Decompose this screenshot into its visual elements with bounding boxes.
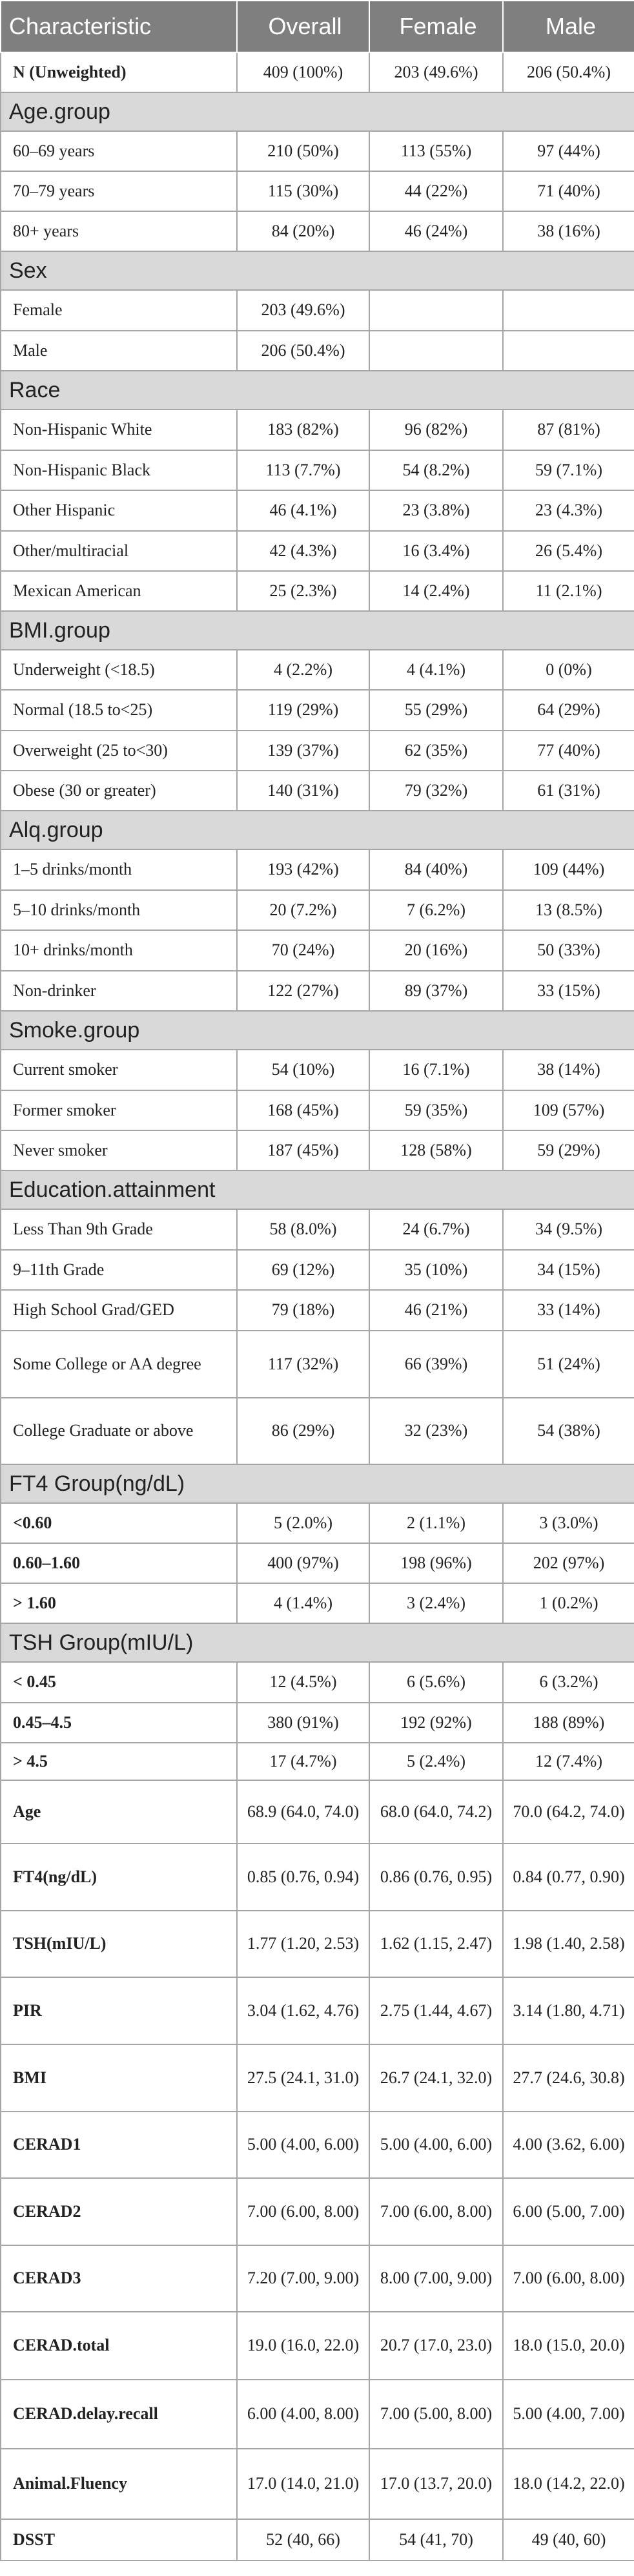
table-row	[1, 331, 634, 371]
table-row	[1, 1662, 634, 1703]
female-value: 7.00 (6.00, 8.00)	[369, 2178, 503, 2245]
overall-value: 168 (45%)	[237, 1090, 369, 1130]
female-value: 46 (21%)	[369, 1290, 503, 1331]
table-row	[1, 731, 634, 771]
row-label: Non-drinker	[1, 971, 237, 1011]
overall-value: 86 (29%)	[237, 1398, 369, 1464]
male-value: 77 (40%)	[503, 731, 634, 771]
group-label: FT4 Group(ng/dL)	[1, 1464, 634, 1503]
male-value: 6 (3.2%)	[503, 1662, 634, 1703]
male-value: 51 (24%)	[503, 1331, 634, 1398]
female-value: 3 (2.4%)	[369, 1583, 503, 1623]
overall-value: 25 (2.3%)	[237, 571, 369, 611]
table-row	[1, 930, 634, 971]
male-value: 64 (29%)	[503, 690, 634, 731]
female-value: 35 (10%)	[369, 1250, 503, 1290]
female-value: 59 (35%)	[369, 1090, 503, 1130]
female-value: 20 (16%)	[369, 930, 503, 971]
group-header-row	[1, 371, 634, 410]
row-label: CERAD.total	[1, 2312, 237, 2380]
table-row	[1, 1398, 634, 1464]
female-value: 113 (55%)	[369, 131, 503, 171]
overall-value: 19.0 (16.0, 22.0)	[237, 2312, 369, 2380]
male-value: 97 (44%)	[503, 131, 634, 171]
overall-value: 46 (4.1%)	[237, 490, 369, 531]
male-value: 18.0 (14.2, 22.0)	[503, 2449, 634, 2519]
overall-value: 183 (82%)	[237, 410, 369, 450]
table-row	[1, 171, 634, 211]
table-row	[1, 2380, 634, 2449]
row-label: High School Grad/GED	[1, 1290, 237, 1331]
table-row	[1, 571, 634, 611]
row-label: 9–11th Grade	[1, 1250, 237, 1290]
overall-value: 119 (29%)	[237, 690, 369, 731]
overall-value: 17 (4.7%)	[237, 1743, 369, 1780]
overall-value: 54 (10%)	[237, 1050, 369, 1090]
row-label: CERAD1	[1, 2112, 237, 2178]
row-label: Underweight (<18.5)	[1, 650, 237, 690]
row-label: TSH(mIU/L)	[1, 1911, 237, 1977]
overall-value: 3.04 (1.62, 4.76)	[237, 1977, 369, 2044]
female-value: 192 (92%)	[369, 1703, 503, 1743]
row-label: < 0.45	[1, 1662, 237, 1703]
row-label: Obese (30 or greater)	[1, 771, 237, 811]
group-header-row	[1, 611, 634, 650]
table-row	[1, 849, 634, 890]
female-value: 54 (8.2%)	[369, 450, 503, 490]
female-value: 44 (22%)	[369, 171, 503, 211]
row-label: FT4(ng/dL)	[1, 1844, 237, 1911]
overall-value: 187 (45%)	[237, 1130, 369, 1170]
male-value: 54 (38%)	[503, 1398, 634, 1464]
overall-value: 7.20 (7.00, 9.00)	[237, 2245, 369, 2312]
group-header-row	[1, 1464, 634, 1503]
overall-value: 52 (40, 66)	[237, 2519, 369, 2560]
female-value	[369, 290, 503, 331]
table-row	[1, 690, 634, 731]
overall-value: 4 (2.2%)	[237, 650, 369, 690]
overall-value: 7.00 (6.00, 8.00)	[237, 2178, 369, 2245]
overall-value: 69 (12%)	[237, 1250, 369, 1290]
male-value	[503, 290, 634, 331]
table-row	[1, 1743, 634, 1780]
row-label: 0.60–1.60	[1, 1543, 237, 1583]
table-row	[1, 1543, 634, 1583]
row-label: Current smoker	[1, 1050, 237, 1090]
female-value: 89 (37%)	[369, 971, 503, 1011]
group-header-row	[1, 251, 634, 290]
row-label: Former smoker	[1, 1090, 237, 1130]
male-value: 38 (14%)	[503, 1050, 634, 1090]
male-value: 1 (0.2%)	[503, 1583, 634, 1623]
table-row	[1, 1090, 634, 1130]
male-value: 26 (5.4%)	[503, 531, 634, 571]
table-row	[1, 1703, 634, 1743]
male-value: 109 (44%)	[503, 849, 634, 890]
row-label: N (Unweighted)	[1, 52, 237, 92]
row-label: Female	[1, 290, 237, 331]
row-label: Mexican American	[1, 571, 237, 611]
group-label: Smoke.group	[1, 1011, 634, 1050]
overall-value: 27.5 (24.1, 31.0)	[237, 2044, 369, 2112]
row-label: Non-Hispanic Black	[1, 450, 237, 490]
row-label: Some College or AA degree	[1, 1331, 237, 1398]
male-value: 109 (57%)	[503, 1090, 634, 1130]
row-label: 10+ drinks/month	[1, 930, 237, 971]
overall-value: 193 (42%)	[237, 849, 369, 890]
overall-value: 380 (91%)	[237, 1703, 369, 1743]
table-row	[1, 211, 634, 251]
overall-value: 84 (20%)	[237, 211, 369, 251]
male-value: 206 (50.4%)	[503, 52, 634, 92]
table-row	[1, 2312, 634, 2380]
overall-value: 12 (4.5%)	[237, 1662, 369, 1703]
overall-value: 409 (100%)	[237, 52, 369, 92]
overall-value: 140 (31%)	[237, 771, 369, 811]
male-value: 61 (31%)	[503, 771, 634, 811]
male-value: 188 (89%)	[503, 1703, 634, 1743]
row-label: Other/multiracial	[1, 531, 237, 571]
header-characteristic: Characteristic	[1, 1, 237, 52]
female-value: 6 (5.6%)	[369, 1662, 503, 1703]
row-label: 60–69 years	[1, 131, 237, 171]
table-row	[1, 971, 634, 1011]
female-value: 1.62 (1.15, 2.47)	[369, 1911, 503, 1977]
row-label: CERAD.delay.recall	[1, 2380, 237, 2449]
male-value: 0.84 (0.77, 0.90)	[503, 1844, 634, 1911]
table-row	[1, 131, 634, 171]
group-header-row	[1, 92, 634, 131]
male-value: 70.0 (64.2, 74.0)	[503, 1780, 634, 1844]
row-label: 5–10 drinks/month	[1, 890, 237, 930]
overall-value: 139 (37%)	[237, 731, 369, 771]
overall-value: 70 (24%)	[237, 930, 369, 971]
table-row	[1, 410, 634, 450]
female-value: 17.0 (13.7, 20.0)	[369, 2449, 503, 2519]
row-label: CERAD2	[1, 2178, 237, 2245]
overall-value: 0.85 (0.76, 0.94)	[237, 1844, 369, 1911]
row-label: College Graduate or above	[1, 1398, 237, 1464]
table-row	[1, 2245, 634, 2312]
overall-value: 115 (30%)	[237, 171, 369, 211]
female-value: 46 (24%)	[369, 211, 503, 251]
overall-value: 5.00 (4.00, 6.00)	[237, 2112, 369, 2178]
overall-value: 4 (1.4%)	[237, 1583, 369, 1623]
table-row	[1, 771, 634, 811]
group-label: BMI.group	[1, 611, 634, 650]
row-label: Normal (18.5 to<25)	[1, 690, 237, 731]
female-value	[369, 331, 503, 371]
row-label: PIR	[1, 1977, 237, 2044]
male-value: 87 (81%)	[503, 410, 634, 450]
female-value: 68.0 (64.0, 74.2)	[369, 1780, 503, 1844]
female-value: 26.7 (24.1, 32.0)	[369, 2044, 503, 2112]
male-value: 38 (16%)	[503, 211, 634, 251]
overall-value: 1.77 (1.20, 2.53)	[237, 1911, 369, 1977]
header-row	[1, 1, 634, 52]
female-value: 198 (96%)	[369, 1543, 503, 1583]
header-female: Female	[369, 1, 503, 52]
table-row	[1, 1977, 634, 2044]
female-value: 54 (41, 70)	[369, 2519, 503, 2560]
female-value: 203 (49.6%)	[369, 52, 503, 92]
overall-value: 58 (8.0%)	[237, 1209, 369, 1250]
table-header	[1, 1, 634, 52]
row-label: Less Than 9th Grade	[1, 1209, 237, 1250]
overall-value: 210 (50%)	[237, 131, 369, 171]
row-label: Age	[1, 1780, 237, 1844]
male-value: 23 (4.3%)	[503, 490, 634, 531]
overall-value: 400 (97%)	[237, 1543, 369, 1583]
group-header-row	[1, 811, 634, 849]
female-value: 55 (29%)	[369, 690, 503, 731]
table-row	[1, 1050, 634, 1090]
male-value: 50 (33%)	[503, 930, 634, 971]
group-label: Education.attainment	[1, 1170, 634, 1209]
table-row	[1, 2112, 634, 2178]
table-row	[1, 1250, 634, 1290]
female-value: 20.7 (17.0, 23.0)	[369, 2312, 503, 2380]
male-value: 1.98 (1.40, 2.58)	[503, 1911, 634, 1977]
female-value: 5.00 (4.00, 6.00)	[369, 2112, 503, 2178]
row-label: 1–5 drinks/month	[1, 849, 237, 890]
row-label: Animal.Fluency	[1, 2449, 237, 2519]
overall-value: 203 (49.6%)	[237, 290, 369, 331]
female-value: 84 (40%)	[369, 849, 503, 890]
group-label: TSH Group(mIU/L)	[1, 1623, 634, 1662]
group-header-row	[1, 1011, 634, 1050]
female-value: 128 (58%)	[369, 1130, 503, 1170]
header-overall: Overall	[237, 1, 369, 52]
female-value: 8.00 (7.00, 9.00)	[369, 2245, 503, 2312]
group-label: Sex	[1, 251, 634, 290]
female-value: 4 (4.1%)	[369, 650, 503, 690]
female-value: 62 (35%)	[369, 731, 503, 771]
female-value: 7 (6.2%)	[369, 890, 503, 930]
overall-value: 113 (7.7%)	[237, 450, 369, 490]
overall-value: 117 (32%)	[237, 1331, 369, 1398]
female-value: 14 (2.4%)	[369, 571, 503, 611]
overall-value: 79 (18%)	[237, 1290, 369, 1331]
male-value: 5.00 (4.00, 7.00)	[503, 2380, 634, 2449]
male-value: 34 (9.5%)	[503, 1209, 634, 1250]
male-value: 59 (29%)	[503, 1130, 634, 1170]
table-row	[1, 2449, 634, 2519]
overall-value: 42 (4.3%)	[237, 531, 369, 571]
group-header-row	[1, 1170, 634, 1209]
table-row	[1, 531, 634, 571]
male-value: 59 (7.1%)	[503, 450, 634, 490]
female-value: 2.75 (1.44, 4.67)	[369, 1977, 503, 2044]
row-label: Overweight (25 to<30)	[1, 731, 237, 771]
female-value: 96 (82%)	[369, 410, 503, 450]
table-row	[1, 890, 634, 930]
female-value: 5 (2.4%)	[369, 1743, 503, 1780]
table-row	[1, 1130, 634, 1170]
male-value: 71 (40%)	[503, 171, 634, 211]
table-row	[1, 2044, 634, 2112]
female-value: 7.00 (5.00, 8.00)	[369, 2380, 503, 2449]
overall-value: 68.9 (64.0, 74.0)	[237, 1780, 369, 1844]
female-value: 16 (7.1%)	[369, 1050, 503, 1090]
row-label: BMI	[1, 2044, 237, 2112]
row-label: Never smoker	[1, 1130, 237, 1170]
overall-value: 5 (2.0%)	[237, 1503, 369, 1543]
male-value: 12 (7.4%)	[503, 1743, 634, 1780]
table-body	[1, 52, 634, 2560]
male-value: 27.7 (24.6, 30.8)	[503, 2044, 634, 2112]
group-label: Alq.group	[1, 811, 634, 849]
male-value: 13 (8.5%)	[503, 890, 634, 930]
female-value: 79 (32%)	[369, 771, 503, 811]
male-value: 3 (3.0%)	[503, 1503, 634, 1543]
male-value: 6.00 (5.00, 7.00)	[503, 2178, 634, 2245]
row-label: 80+ years	[1, 211, 237, 251]
table-row	[1, 1331, 634, 1398]
header-male: Male	[503, 1, 634, 52]
row-label: Male	[1, 331, 237, 371]
female-value: 16 (3.4%)	[369, 531, 503, 571]
table-row	[1, 2519, 634, 2560]
overall-value: 122 (27%)	[237, 971, 369, 1011]
female-value: 23 (3.8%)	[369, 490, 503, 531]
table-row	[1, 1290, 634, 1331]
table-row	[1, 1844, 634, 1911]
group-header-row	[1, 1623, 634, 1662]
row-label: DSST	[1, 2519, 237, 2560]
male-value: 49 (40, 60)	[503, 2519, 634, 2560]
female-value: 24 (6.7%)	[369, 1209, 503, 1250]
group-label: Race	[1, 371, 634, 410]
female-value: 32 (23%)	[369, 1398, 503, 1464]
overall-value: 17.0 (14.0, 21.0)	[237, 2449, 369, 2519]
table-row	[1, 450, 634, 490]
row-label: > 4.5	[1, 1743, 237, 1780]
group-label: Age.group	[1, 92, 634, 131]
male-value	[503, 331, 634, 371]
table-row	[1, 290, 634, 331]
table-row	[1, 650, 634, 690]
table-row	[1, 1209, 634, 1250]
row-label: 70–79 years	[1, 171, 237, 211]
female-value: 2 (1.1%)	[369, 1503, 503, 1543]
female-value: 66 (39%)	[369, 1331, 503, 1398]
male-value: 18.0 (15.0, 20.0)	[503, 2312, 634, 2380]
table-row	[1, 1911, 634, 1977]
male-value: 4.00 (3.62, 6.00)	[503, 2112, 634, 2178]
male-value: 7.00 (6.00, 8.00)	[503, 2245, 634, 2312]
table-row	[1, 1780, 634, 1844]
row-label: 0.45–4.5	[1, 1703, 237, 1743]
table-row	[1, 490, 634, 531]
overall-value: 6.00 (4.00, 8.00)	[237, 2380, 369, 2449]
table-row	[1, 52, 634, 92]
row-label: Non-Hispanic White	[1, 410, 237, 450]
male-value: 202 (97%)	[503, 1543, 634, 1583]
table-row	[1, 2178, 634, 2245]
male-value: 33 (14%)	[503, 1290, 634, 1331]
row-label: > 1.60	[1, 1583, 237, 1623]
male-value: 34 (15%)	[503, 1250, 634, 1290]
table-row	[1, 1583, 634, 1623]
overall-value: 206 (50.4%)	[237, 331, 369, 371]
row-label: CERAD3	[1, 2245, 237, 2312]
row-label: <0.60	[1, 1503, 237, 1543]
overall-value: 20 (7.2%)	[237, 890, 369, 930]
table-row	[1, 1503, 634, 1543]
male-value: 33 (15%)	[503, 971, 634, 1011]
row-label: Other Hispanic	[1, 490, 237, 531]
male-value: 11 (2.1%)	[503, 571, 634, 611]
male-value: 0 (0%)	[503, 650, 634, 690]
female-value: 0.86 (0.76, 0.95)	[369, 1844, 503, 1911]
male-value: 3.14 (1.80, 4.71)	[503, 1977, 634, 2044]
